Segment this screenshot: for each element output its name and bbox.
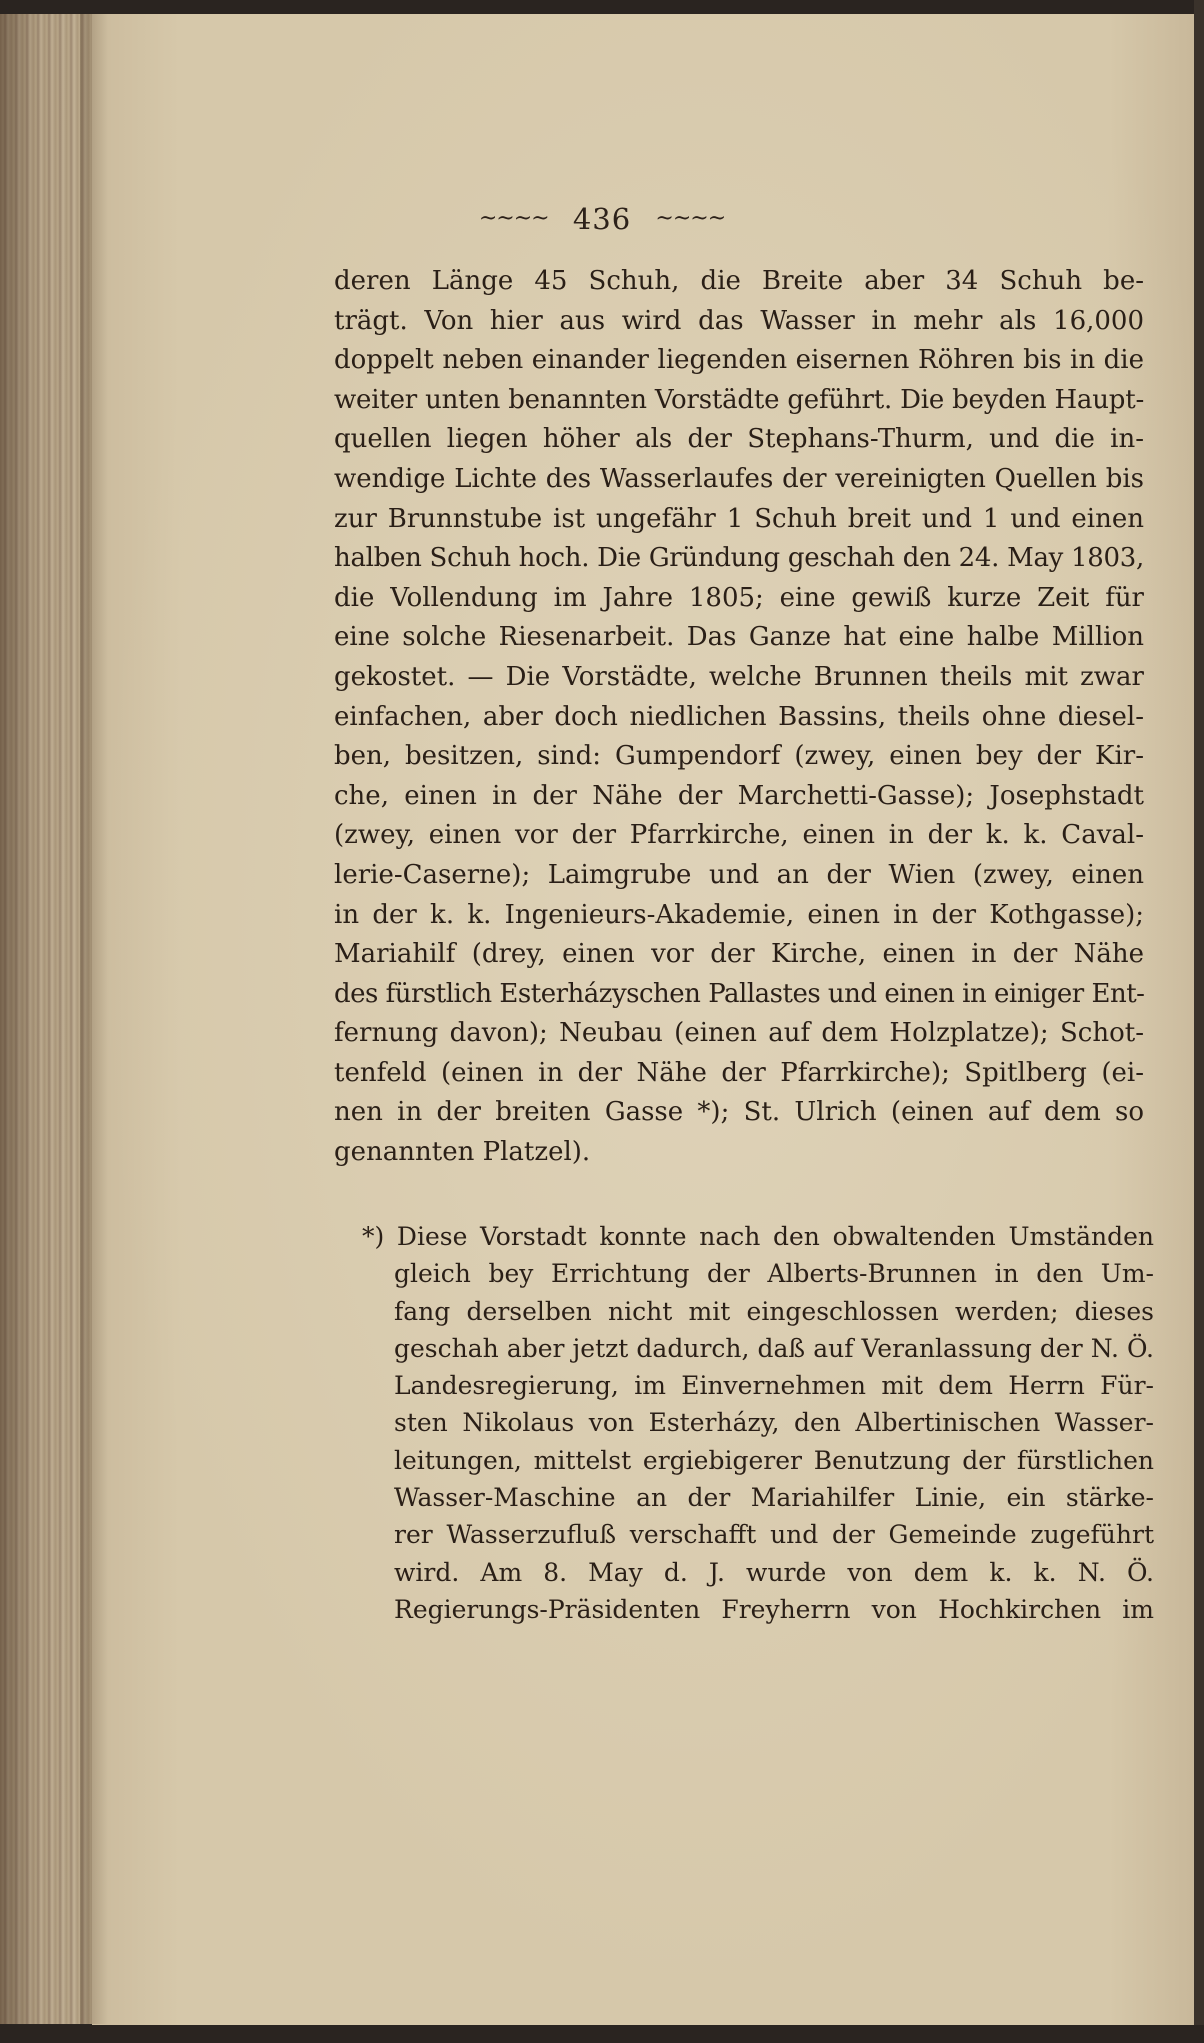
text-line: des fürstlich Esterházyschen Pallastes und einen in einiger Ent-: [334, 978, 1144, 1009]
footnote-line: rer Wasserzufluß verschafft und der Gemeinde zugeführt: [394, 1520, 1154, 1550]
main-paragraph: [334, 262, 1144, 1173]
text-line: lerie-Caserne); Laimgrube und an der Wien (zwey, einen: [334, 859, 1144, 890]
footnote-line: wird. Am 8. May d. J. wurde von dem k. k. N. Ö.: [394, 1557, 1154, 1587]
scan-background-right: [1194, 0, 1204, 2043]
text-line: che, einen in der Nähe der Marchetti-Gasse); Josephstadt: [334, 780, 1144, 811]
footnote-line: gleich bey Errichtung der Alberts-Brunnen in den Um-: [394, 1259, 1154, 1289]
footnote-line: sten Nikolaus von Esterházy, den Albertinischen Wasser-: [394, 1408, 1154, 1438]
footnote-line: fang derselben nicht mit eingeschlossen werden; dieses: [394, 1296, 1154, 1326]
text-line: in der k. k. Ingenieurs-Akademie, einen in der Kothgasse);: [334, 899, 1144, 930]
text-line: einfachen, aber doch niedlichen Bassins, theils ohne diesel-: [334, 701, 1144, 732]
text-line: quellen liegen höher als der Stephans-Thurm, und die in-: [334, 424, 1144, 455]
scan-background-bottom: [0, 2025, 1204, 2043]
text-line: ben, besitzen, sind: Gumpendorf (zwey, einen bey der Kir-: [334, 741, 1144, 772]
text-line: deren Länge 45 Schuh, die Breite aber 34 Schuh be-: [334, 266, 1144, 296]
text-line: fernung davon); Neubau (einen auf dem Holzplatze); Schot-: [334, 1018, 1144, 1049]
text-line: tenfeld (einen in der Nähe der Pfarrkirche); Spitlberg (ei-: [334, 1057, 1144, 1088]
text-line: zur Brunnstube ist ungefähr 1 Schuh breit und 1 und einen: [334, 503, 1144, 534]
footnote-line: Wasser-Maschine an der Mariahilfer Linie, ein stärke-: [394, 1483, 1154, 1513]
text-line: doppelt neben einander liegenden eisernen Röhren bis in die: [334, 345, 1144, 376]
footnote-line: leitungen, mittelst ergiebigerer Benutzung der fürstlichen: [394, 1445, 1154, 1475]
footnote-line: *) Diese Vorstadt konnte nach den obwaltenden Umständen: [362, 1222, 1154, 1251]
footnote: [334, 1218, 1154, 1628]
header-ornament-left: ~~~~: [478, 205, 549, 231]
text-line: die Vollendung im Jahre 1805; eine gewiß kurze Zeit für: [334, 582, 1144, 613]
text-line: genannten Platzel).: [334, 1137, 591, 1168]
text-line: eine solche Riesenarbeit. Das Ganze hat eine halbe Million: [334, 622, 1144, 653]
book-gutter: [80, 14, 108, 2024]
text-line: nen in der breiten Gasse *); St. Ulrich (einen auf dem so: [334, 1097, 1144, 1128]
header-ornament-right: ~~~~: [655, 205, 726, 231]
footnote-line: Landesregierung, im Einvernehmen mit dem Herrn Für-: [394, 1371, 1154, 1401]
page-header: [0, 202, 1204, 236]
page-number: 436: [572, 202, 632, 236]
text-line: (zwey, einen vor der Pfarrkirche, einen in der k. k. Caval-: [334, 820, 1144, 851]
text-line: wendige Lichte des Wasserlaufes der vereinigten Quellen bis: [334, 463, 1144, 494]
text-line: Mariahilf (drey, einen vor der Kirche, einen in der Nähe: [334, 939, 1144, 970]
text-line: gekostet. — Die Vorstädte, welche Brunnen theils mit zwar: [334, 661, 1144, 692]
text-line: trägt. Von hier aus wird das Wasser in mehr als 16,000: [334, 305, 1144, 336]
text-line: halben Schuh hoch. Die Gründung geschah den 24. May 1803,: [334, 543, 1144, 574]
footnote-line: geschah aber jetzt dadurch, daß auf Veranlassung der N. Ö.: [394, 1333, 1154, 1363]
text-line: weiter unten benannten Vorstädte geführt. Die beyden Haupt-: [334, 384, 1144, 415]
footnote-line: Regierungs-Präsidenten Freyherrn von Hochkirchen im: [394, 1594, 1154, 1624]
